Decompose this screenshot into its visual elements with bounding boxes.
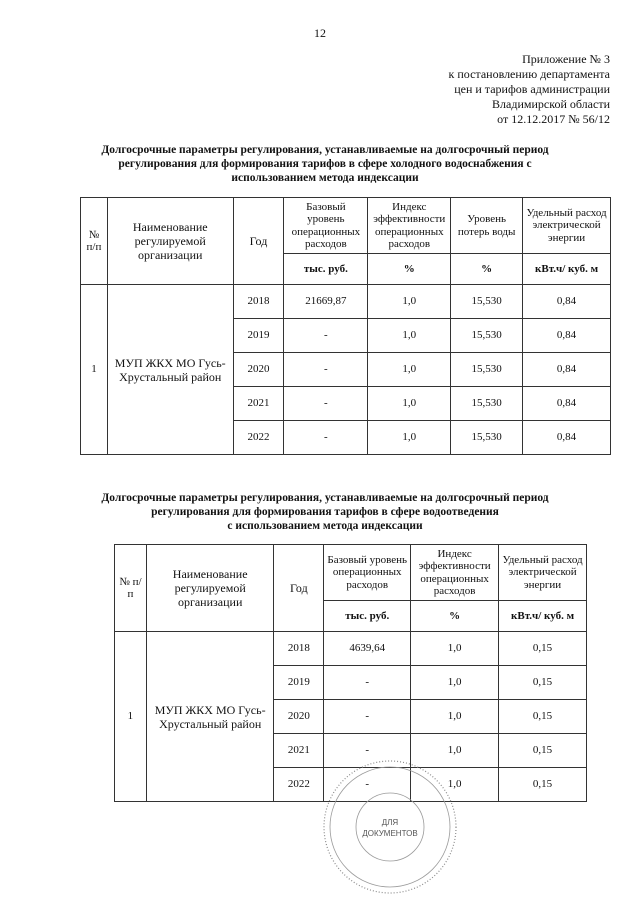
cell-year: 2022 (233, 421, 284, 455)
header-num: № п/п (81, 198, 108, 285)
cell-energy: 0,84 (523, 387, 611, 421)
header-base: Базовый уровень операционных расходов (284, 198, 368, 254)
cell-year: 2022 (274, 768, 324, 802)
cell-index: 1,0 (411, 768, 499, 802)
cell-year: 2019 (274, 666, 324, 700)
title-line: использованием метода индексации (231, 172, 419, 184)
cell-index: 1,0 (368, 421, 451, 455)
header-energy: Удельный расход электрической энергии (499, 545, 587, 601)
appendix-line: цен и тарифов администрации (454, 82, 610, 96)
stamp-outer-ring (324, 761, 456, 893)
cell-base: - (284, 353, 368, 387)
seal-stamp (320, 757, 460, 897)
unit-loss: % (451, 254, 523, 285)
row-num: 1 (115, 632, 147, 802)
appendix-line: к постановлению департамента (448, 67, 610, 81)
header-year: Год (233, 198, 284, 285)
cell-index: 1,0 (368, 319, 451, 353)
title-line: Долгосрочные параметры регулирования, устанавливаемые на долгосрочный период (101, 492, 549, 504)
cell-energy: 0,15 (499, 700, 587, 734)
title-line: регулирования для формирования тарифов в сфере водоотведения (151, 506, 499, 518)
cell-energy: 0,84 (523, 285, 611, 319)
appendix-block (350, 52, 610, 127)
cell-year: 2021 (274, 734, 324, 768)
cell-loss: 15,530 (451, 387, 523, 421)
unit-index: % (411, 601, 499, 632)
cell-energy: 0,15 (499, 666, 587, 700)
cell-energy: 0,84 (523, 421, 611, 455)
org-name: МУП ЖКХ МО Гусь-Хрустальный район (107, 285, 233, 455)
cell-year: 2019 (233, 319, 284, 353)
unit-energy: кВт.ч/ куб. м (523, 254, 611, 285)
appendix-line: Приложение № 3 (522, 52, 610, 66)
header-index: Индекс эффективности операционных расходов (411, 545, 499, 601)
cell-year: 2021 (233, 387, 284, 421)
cell-base: - (324, 666, 411, 700)
cell-year: 2018 (274, 632, 324, 666)
appendix-line: Владимирской области (492, 97, 610, 111)
cell-index: 1,0 (411, 734, 499, 768)
water-supply-table (80, 197, 611, 455)
cell-base: - (284, 421, 368, 455)
cell-index: 1,0 (368, 285, 451, 319)
unit-energy: кВт.ч/ куб. м (499, 601, 587, 632)
org-name: МУП ЖКХ МО Гусь-Хрустальный район (146, 632, 274, 802)
stamp-middle-ring (330, 767, 450, 887)
row-num: 1 (81, 285, 108, 455)
cell-loss: 15,530 (451, 285, 523, 319)
unit-index: % (368, 254, 451, 285)
cell-energy: 0,15 (499, 734, 587, 768)
stamp-text: ДОКУМЕНТОВ (362, 829, 418, 838)
cell-year: 2020 (274, 700, 324, 734)
cell-energy: 0,84 (523, 319, 611, 353)
section1-title (60, 143, 590, 185)
cell-year: 2020 (233, 353, 284, 387)
cell-loss: 15,530 (451, 421, 523, 455)
cell-base: - (284, 319, 368, 353)
header-org: Наименование регулируемой организации (107, 198, 233, 285)
cell-base: - (324, 768, 411, 802)
cell-base: 21669,87 (284, 285, 368, 319)
cell-base: 4639,64 (324, 632, 411, 666)
cell-index: 1,0 (368, 387, 451, 421)
cell-year: 2018 (233, 285, 284, 319)
header-index: Индекс эффективности операционных расходов (368, 198, 451, 254)
cell-base: - (324, 734, 411, 768)
cell-base: - (324, 700, 411, 734)
cell-index: 1,0 (411, 632, 499, 666)
stamp-inner-ring (356, 793, 424, 861)
page-number: 12 (314, 26, 326, 40)
header-base: Базовый уровень операционных расходов (324, 545, 411, 601)
stamp-text: ДЛЯ (381, 818, 399, 827)
unit-base: тыс. руб. (284, 254, 368, 285)
header-num: № п/п (115, 545, 147, 632)
cell-loss: 15,530 (451, 353, 523, 387)
section2-title (55, 491, 595, 533)
cell-energy: 0,15 (499, 768, 587, 802)
header-org: Наименование регулируемой организации (146, 545, 274, 632)
unit-base: тыс. руб. (324, 601, 411, 632)
cell-energy: 0,15 (499, 632, 587, 666)
appendix-line: от 12.12.2017 № 56/12 (497, 112, 610, 126)
cell-index: 1,0 (368, 353, 451, 387)
header-energy: Удельный расход электрической энергии (523, 198, 611, 254)
title-line: Долгосрочные параметры регулирования, устанавливаемые на долгосрочный период (101, 144, 549, 156)
header-year: Год (274, 545, 324, 632)
header-loss: Уровень потерь воды (451, 198, 523, 254)
title-line: с использованием метода индексации (227, 520, 423, 532)
cell-loss: 15,530 (451, 319, 523, 353)
cell-base: - (284, 387, 368, 421)
title-line: регулирования для формирования тарифов в сфере холодного водоснабжения с (118, 158, 532, 170)
cell-energy: 0,84 (523, 353, 611, 387)
cell-index: 1,0 (411, 700, 499, 734)
cell-index: 1,0 (411, 666, 499, 700)
